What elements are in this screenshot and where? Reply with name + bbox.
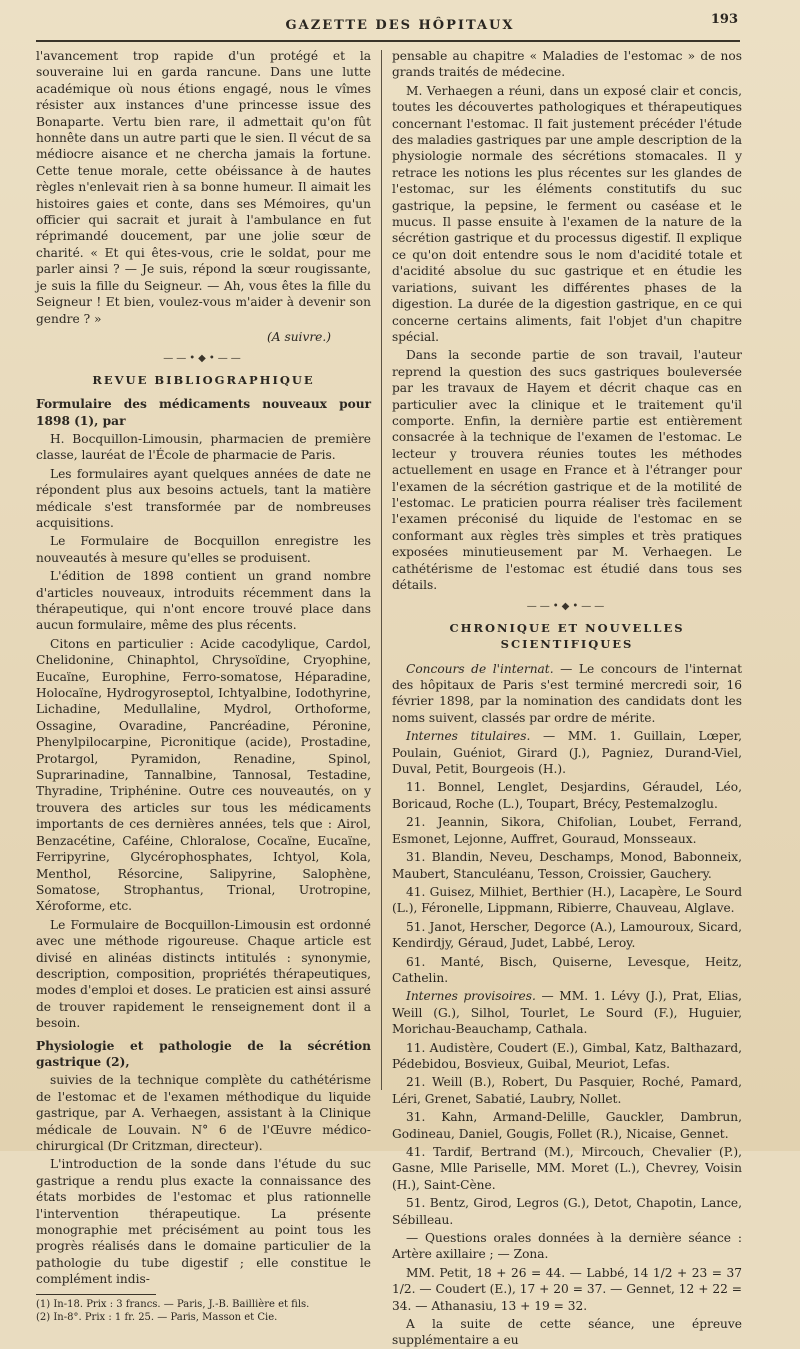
ornament-divider: ——•◆•—— xyxy=(163,353,244,365)
provisoires-lead: Internes provisoires. xyxy=(406,989,536,1004)
review-paragraph: M. Verhaegen a réuni, dans un exposé clair et concis, toutes les découvertes pathologiques et thérapeutiques concernant l'estomac. Il fait justement précéder l'étude des maladies gastriques par une ample description de la physiologie normale des sécrétions stomacales. Il y retrace les notions les plus récentes sur les glandes de l'estomac, sur les éléments constitutifs du suc gastrique, la pepsine, le ferment ou caséase et le mucus. Il passe ensuite à l'examen de la nature de la sécrétion gastrique et du processus digestif. Il explique ce qu'on doit entendre sous le nom d'acidité totale et d'acidité absolue du suc gastrique et en étudie les variations, suivant les différentes phases de la digestion. La durée de la digestion gastrique, en ce qui concerne certains aliments, fait l'objet d'un chapitre spécial. xyxy=(392,83,742,344)
review-byline: suivies de la technique complète du cathétérisme de l'estomac et de l'examen méthodique du liquide gastrique, par A. Verhaegen, assistant à la Clinique médicale de Louvain. N° 6 de l'Œuvre médico-chirurgical (Dr Critzman, directeur). xyxy=(36,1073,371,1153)
questions-paragraph: — Questions orales données à la dernière séance : Artère axillaire ; — Zona. xyxy=(392,1231,742,1262)
footnote: (1) In-18. Prix : 3 francs. — Paris, J.-B. Baillière et fils. xyxy=(36,1298,310,1310)
concours-text: — Le concours de l'internat des hôpitaux de Paris s'est terminé mercredi soir, 16 février 1898, par la nomination des candidats dont les noms suivent, classés par ordre de mérite. xyxy=(392,661,743,725)
concours-lead: Concours de l'internat. xyxy=(406,661,554,676)
titulaires-row: 11. Bonnel, Lenglet, Desjardins, Géraudel, Léo, Boricaud, Roche (L.), Toupart, Brécy, Pestemalzoglu. xyxy=(392,780,742,811)
footnotes xyxy=(36,1298,371,1324)
review-formulaire xyxy=(36,396,371,1031)
titulaires-row: 51. Janot, Herscher, Degorce (A.), Lamouroux, Sicard, Kendirdjy, Géraud, Judet, Labbé, Leroy. xyxy=(392,919,742,951)
titulaires-row: 41. Guisez, Milhiet, Berthier (H.), Lacapère, Le Sourd (L.), Féronelle, Lippmann, Ribierre, Chauveau, Alglave. xyxy=(392,884,742,916)
titulaires-list: — MM. 1. Guillain, Lœper, Poulain, Guéniot, Girard (J.), Pagniez, Durand-Viel, Duval, Petit, Bourgeois (H.). xyxy=(392,729,743,777)
review-paragraph: L'édition de 1898 contient un grand nombre d'articles nouveaux, introduits récemment dans la thérapeutique, qui n'ont encore trouvé place dans aucun formulaire, même des plus récents. xyxy=(36,569,371,633)
right-column xyxy=(392,48,743,1348)
provisoires-row: 51. Bentz, Girod, Legros (G.), Detot, Chapotin, Lance, Sébilleau. xyxy=(392,1196,742,1227)
provisoires-list: — MM. 1. Lévy (J.), Prat, Elias, Weill (G.), Silhol, Tourlet, Le Sourd (F.), Huguier, Morichau-Beauchamp, Cathala. xyxy=(392,989,742,1037)
provisoires-row: 41. Tardif, Bertrand (M.), Mircouch, Chevalier (P.), Gasne, Mlle Pariselle, MM. Moret (L.), Chevrey, Voisin (H.), Saint-Cène. xyxy=(392,1145,742,1192)
left-column xyxy=(36,48,371,1323)
final-paragraph: A la suite de cette séance, une épreuve supplémentaire a eu xyxy=(392,1317,742,1348)
review-paragraph: Les formulaires ayant quelques années de date ne répondent plus aux besoins actuels, tant la matière médicale s'est transformée par de nombreuses acquisitions. xyxy=(36,466,371,530)
header-rule xyxy=(36,40,740,42)
ornament-divider: ——•◆•—— xyxy=(526,601,608,613)
concours-paragraph xyxy=(392,661,742,727)
page-header-title: GAZETTE DES HÔPITAUX xyxy=(285,18,515,33)
continued-article-text: l'avancement trop rapide d'un protégé et la souveraine lui en garda rancune. Dans une lutte académique où nous étions engagé, nous le vîmes résister aux instances d'une princesse issue des Bonaparte. Vertu bien rare, il admettait qu'on fût honnête dans un autre parti que le sien. Il vécut de sa médiocre aisance et ne chercha jamais la fortune. Cette tenue morale, cette obéissance à de hautes règles n'enlevait rien à sa bonne humeur. Il aimait les histoires gaies et conte, dans ses Mémoires, qu'un officier qui sacrait et jurait à l'ambulance en fut réprimandé doucement, par une jolie sœur de charité. « Et qui êtes-vous, crie le soldat, pour me parler ainsi ? — Je suis, répond la sœur rougissante, je suis la fille du Seigneur. — Ah, vous êtes la fille du Seigneur ! Et bien, voulez-vous m'aider à devenir son gendre ? » xyxy=(36,49,371,326)
footnote-rule xyxy=(36,1294,156,1295)
footnote: (2) In-8°. Prix : 1 fr. 25. — Paris, Masson et Cie. xyxy=(36,1311,278,1323)
section-title-revue: REVUE BIBLIOGRAPHIQUE xyxy=(92,372,315,387)
provisoires-row: 11. Audistère, Coudert (E.), Gimbal, Katz, Balthazard, Pédebidou, Bosvieux, Guibal, Meuriot, Lefas. xyxy=(392,1040,742,1071)
titulaires-row: 61. Manté, Bisch, Quiserne, Levesque, Heitz, Cathelin. xyxy=(392,954,742,985)
section-title-chronique: CHRONIQUE ET NOUVELLES SCIENTIFIQUES xyxy=(449,620,685,652)
to-be-continued: (A suivre.) xyxy=(267,329,331,344)
titulaires-row: 31. Blandin, Neveu, Deschamps, Monod, Babonneix, Maubert, Stanculéanu, Tesson, Croissier, Gauchery. xyxy=(392,850,742,881)
page-number: 193 xyxy=(710,12,738,27)
titulaires-row: 21. Jeannin, Sikora, Chifolian, Loubet, Ferrand, Esmonet, Lejonne, Auffret, Gouraud, Monsseaux. xyxy=(392,815,742,846)
review-paragraph: Le Formulaire de Bocquillon enregistre les nouveautés à mesure qu'elles se produisent. xyxy=(36,534,371,565)
review-paragraph: L'introduction de la sonde dans l'étude du suc gastrique a rendu plus exacte la connaissance des états morbides de l'estomac et plus rationnelle l'intervention thérapeutique. La présente monographie met précisément au point tous les progrès réalisés dans le domaine particulier de la pathologie du tube digestif ; elle constitue le complément indis- xyxy=(36,1157,371,1287)
provisoires-row: 31. Kahn, Armand-Delille, Gauckler, Dambrun, Godineau, Daniel, Gougis, Follet (R.), Nicaise, Gennet. xyxy=(392,1110,742,1141)
review-physiologie xyxy=(36,1038,371,1288)
review-byline: H. Bocquillon-Limousin, pharmacien de première classe, lauréat de l'École de pharmacie de Paris. xyxy=(36,431,371,463)
provisoires-row: 21. Weill (B.), Robert, Du Pasquier, Roché, Pamard, Léri, Grenet, Sabatié, Laubry, Nollet. xyxy=(392,1075,742,1106)
provisoires-paragraph xyxy=(392,988,742,1037)
titulaires-paragraph xyxy=(392,728,742,777)
continued-review-text: pensable au chapitre « Maladies de l'estomac » de nos grands traités de médecine. xyxy=(392,49,742,80)
titulaires-lead: Internes titulaires. xyxy=(406,729,531,744)
review-paragraph: Le Formulaire de Bocquillon-Limousin est ordonné avec une méthode rigoureuse. Chaque article est divisé en alinéas distincts intitulés : synonymie, description, composition, propriétés thérapeutiques, modes d'emploi et doses. Le praticien est ainsi assuré de trouver rapidement le renseignement dont il a besoin. xyxy=(36,917,371,1031)
review-paragraph: Citons en particulier : Acide cacodylique, Cardol, Chelidonine, Chinaphtol, Chrysoïdine, Cryophine, Eucaïne, Europhine, Ferro-somatose, Héparadine, Holocaïne, Hydrogyroseptol, Ichtyalbine, Iodothyrine, Lichadine, Medullaline, Mydrol, Orthoforme, Ossagine, Ovaradine, Pancréadine, Péronine, Phenylpilocarpine, Picronitique (acide), Prostadine, Protargol, Pyramidon, Renadine, Spinol, Suprarinadine, Tannalbine, Tannosal, Testadine, Thyradine, Triphénine. Outre ces nouveautés, on y trouvera des articles sur tous les médicaments importants de ces dernières années, tels que : Airol, Benzacétine, Caféine, Chloralose, Cocaïne, Eucaïne, Ferripyrine, Glycérophosphates, Ichtyol, Kola, Menthol, Résorcine, Salipyrine, Salophène, Somatose, Strophantus, Trional, Urotropine, Xéroforme, etc. xyxy=(36,636,371,914)
column-separator xyxy=(381,50,382,1090)
review-title: Physiologie et pathologie de la sécrétion gastrique (2), xyxy=(36,1038,371,1069)
review-paragraph: Dans la seconde partie de son travail, l'auteur reprend la question des sucs gastriques bouleversée par les travaux de Hayem et décrit chaque cas en particulier avec la clinique et le traitement qu'il comporte. Enfin, la dernière partie est entièrement consacrée à la technique de l'examen de l'estomac. Le lecteur y trouvera réunies toutes les méthodes actuellement en usage en France et à l'étranger pour l'examen de la sécrétion gastrique et de la motilité de l'estomac. Le praticien pourra réaliser très facilement l'examen préconisé du liquide de l'estomac en se conformant aux règles très simples et très pratiques exposées minutieusement par M. Verhaegen. Le cathétérisme de l'estomac est étudié dans tous ses détails. xyxy=(392,348,742,592)
review-title: Formulaire des médicaments nouveaux pour 1898 (1), par xyxy=(36,397,371,428)
scores-paragraph: MM. Petit, 18 + 26 = 44. — Labbé, 14 1/2 + 23 = 37 1/2. — Coudert (E.), 17 + 20 = 37. — Gennet, 12 + 22 = 34. — Athanasiu, 13 + 19 = 32. xyxy=(392,1265,742,1313)
